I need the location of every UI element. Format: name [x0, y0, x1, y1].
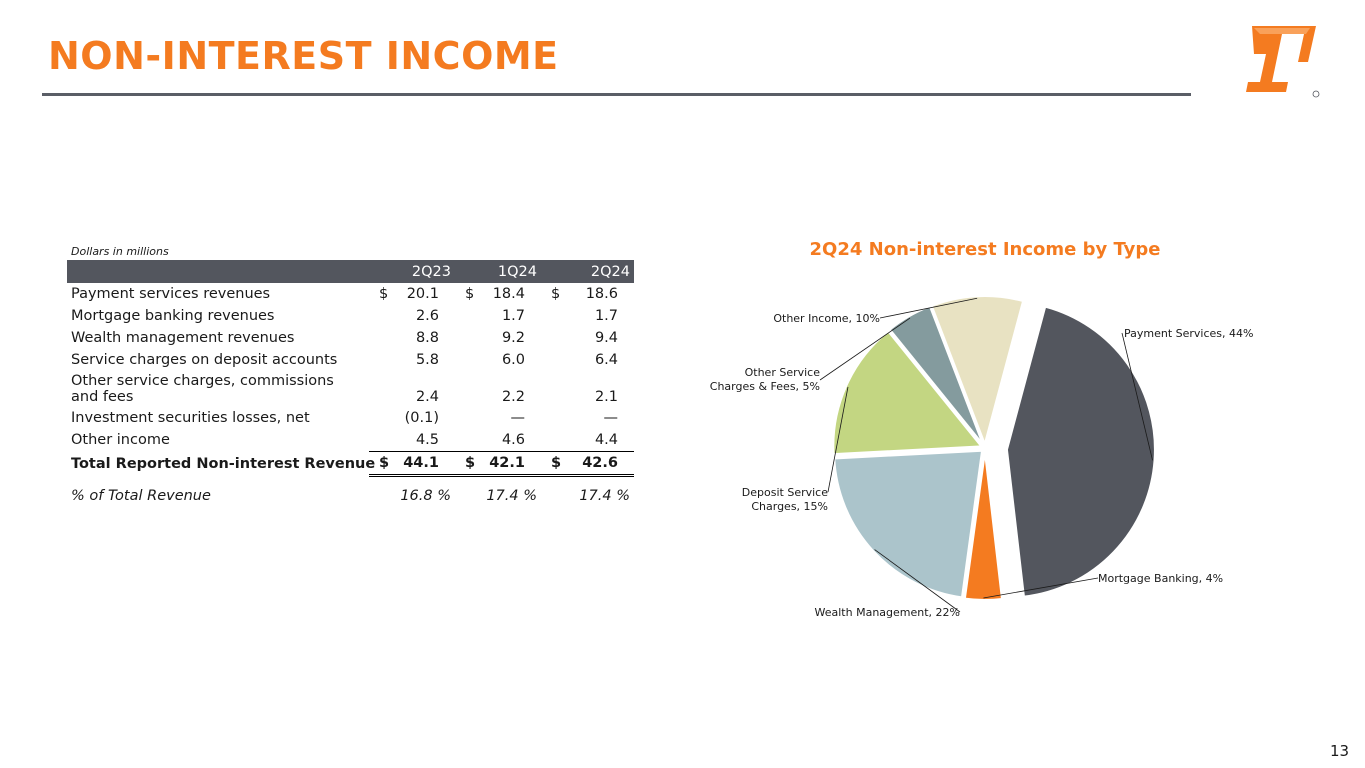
currency-symbol: $: [551, 286, 561, 302]
currency-symbol: [541, 429, 561, 452]
currency-symbol: [369, 327, 389, 349]
cell-value: 9.4: [594, 330, 618, 346]
cell-value: 20.1: [406, 286, 439, 302]
row-label: Other income: [71, 432, 170, 449]
header-label-cell: [67, 260, 369, 283]
currency-symbol: [455, 429, 475, 452]
currency-symbol: $: [369, 452, 389, 476]
cell-value: 8.8: [415, 330, 439, 346]
cell-value: 44.1: [389, 452, 455, 476]
table-row: [67, 283, 634, 305]
currency-symbol: [369, 349, 389, 371]
table-row: [67, 407, 634, 429]
currency-symbol: [455, 305, 475, 327]
currency-symbol: [541, 371, 561, 407]
currency-symbol: [455, 327, 475, 349]
cell-value: 16.8 %: [400, 488, 451, 504]
currency-symbol: [455, 371, 475, 407]
page-title: NON-INTEREST INCOME: [48, 34, 559, 78]
non-interest-income-table: [67, 260, 634, 507]
pie-chart: [660, 270, 1300, 650]
column-header: 2Q23: [369, 260, 455, 283]
slice-label: [710, 366, 820, 393]
slice-label: [742, 486, 828, 513]
currency-symbol: [369, 305, 389, 327]
currency-symbol: [541, 349, 561, 371]
row-label: Total Reported Non-interest Revenue: [71, 455, 376, 472]
slice-label-line: Deposit Service: [741, 486, 828, 499]
column-header: 2Q24: [541, 260, 634, 283]
currency-symbol: $: [455, 452, 475, 476]
table-row: [67, 349, 634, 371]
table-row: [67, 305, 634, 327]
total-row: [67, 452, 634, 476]
cell-value: 42.1: [475, 452, 541, 476]
slice-label-line: Other Service: [744, 366, 820, 379]
table-row: [67, 371, 634, 407]
currency-symbol: $: [465, 286, 475, 302]
cell-value: 17.4 %: [579, 488, 630, 504]
pie-slice: [834, 451, 982, 598]
slice-label-line: Charges, 15%: [751, 500, 828, 513]
slice-label-line: Charges & Fees, 5%: [709, 380, 820, 393]
cell-value: 6.4: [594, 352, 618, 368]
pct-row: [67, 485, 634, 507]
currency-symbol: [369, 429, 389, 452]
currency-symbol: [369, 407, 389, 429]
cell-value: 17.4 %: [486, 488, 537, 504]
row-label: % of Total Revenue: [71, 488, 211, 504]
cell-value: —: [603, 410, 618, 426]
cell-value: 9.2: [501, 330, 525, 346]
row-label: Mortgage banking revenues: [71, 308, 275, 324]
cell-value: (0.1): [404, 410, 439, 426]
cell-value: 18.6: [585, 286, 618, 302]
row-label: Service charges on deposit accounts: [71, 352, 338, 368]
currency-symbol: [541, 305, 561, 327]
brand-logo-icon: [1238, 22, 1324, 100]
row-label: Payment services revenues: [71, 286, 271, 302]
cell-value: 42.6: [561, 452, 634, 476]
cell-value: 2.6: [415, 308, 439, 324]
cell-value: 4.4: [594, 432, 618, 448]
slice-label: Payment Services, 44%: [1124, 327, 1254, 340]
cell-value: 2.4: [415, 389, 439, 405]
units-note: Dollars in millions: [71, 245, 169, 258]
cell-value: 6.0: [501, 352, 525, 368]
cell-value: 2.1: [594, 389, 618, 405]
slice-label: Other Income, 10%: [773, 312, 880, 325]
table-row: [67, 327, 634, 349]
cell-value: 4.5: [415, 432, 439, 448]
currency-symbol: [541, 407, 561, 429]
spacer-cell: [67, 476, 634, 486]
column-header: 1Q24: [455, 260, 541, 283]
currency-symbol: [541, 327, 561, 349]
slice-label: Wealth Management, 22%: [814, 606, 960, 619]
currency-symbol: [455, 349, 475, 371]
row-label: Investment securities losses, net: [71, 410, 310, 426]
chart-title: 2Q24 Non-interest Income by Type: [809, 239, 1161, 260]
currency-symbol: $: [541, 452, 561, 476]
cell-value: —: [510, 410, 525, 426]
row-label: Wealth management revenues: [71, 330, 295, 346]
cell-value: 1.7: [594, 308, 618, 324]
slice-label: Mortgage Banking, 4%: [1098, 572, 1224, 585]
spacer-row: [67, 476, 634, 486]
currency-symbol: [369, 371, 389, 407]
currency-symbol: $: [379, 286, 389, 302]
cell-value: 4.6: [501, 432, 525, 448]
row-label: Other service charges, commissions and fees: [71, 373, 334, 405]
cell-value: 2.2: [501, 389, 525, 405]
table-row: [67, 429, 634, 452]
page-number: 13: [1330, 742, 1350, 760]
table-header-row: [67, 260, 634, 283]
title-rule: [42, 93, 1191, 96]
cell-value: 5.8: [415, 352, 439, 368]
cell-value: 1.7: [501, 308, 525, 324]
pie-slice: [1007, 307, 1155, 597]
cell-value: 18.4: [492, 286, 525, 302]
currency-symbol: [455, 407, 475, 429]
